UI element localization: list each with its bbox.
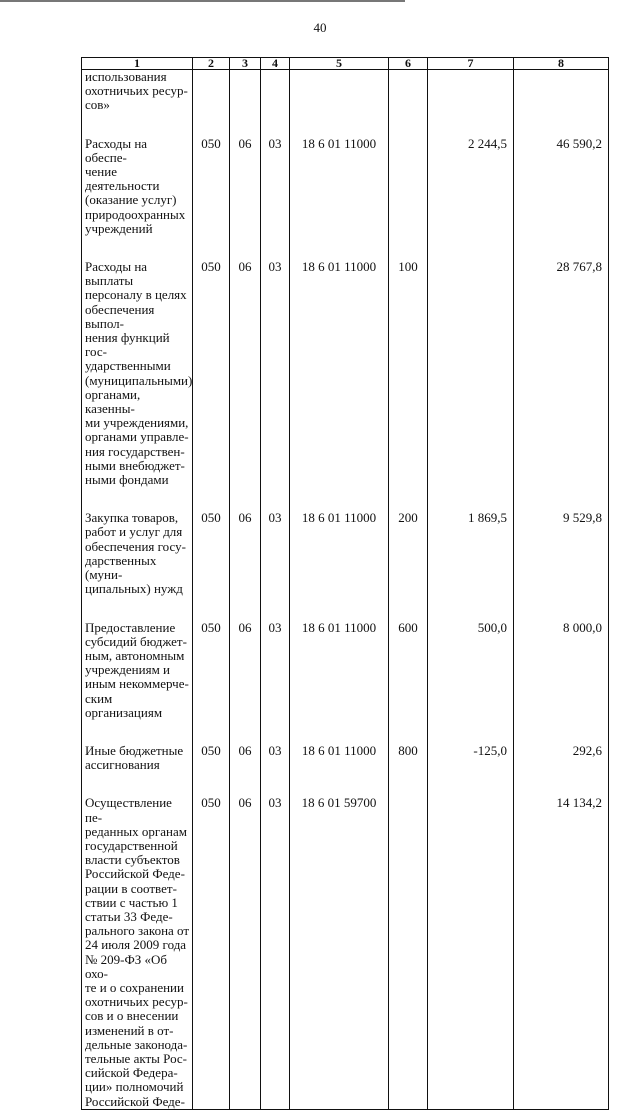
row-value-cell-3: 06 bbox=[230, 772, 261, 1109]
table-row bbox=[82, 113, 609, 236]
row-value-cell-3: 06 bbox=[230, 597, 261, 720]
row-value-cell-2: 050 bbox=[193, 487, 230, 596]
page-number: 40 bbox=[313, 20, 327, 35]
table-row bbox=[82, 70, 609, 113]
row-name-cell: Предоставление субсидий бюджет- ным, автономным учреждениям и иным некоммерче- ским организациям bbox=[82, 597, 193, 720]
row-value-cell-4 bbox=[261, 70, 290, 113]
row-value-cell-4: 03 bbox=[261, 113, 290, 236]
table-body bbox=[82, 70, 609, 1110]
row-value-cell-7: 2 244,5 bbox=[428, 113, 514, 236]
row-name-cell: использования охотничьих ресур- сов» bbox=[82, 70, 193, 113]
row-value-cell-4: 03 bbox=[261, 720, 290, 772]
row-value-cell-8: 28 767,8 bbox=[514, 236, 609, 487]
row-value-cell-3: 06 bbox=[230, 487, 261, 596]
col-header-1: 1 bbox=[82, 58, 193, 70]
row-value-cell-4: 03 bbox=[261, 236, 290, 487]
col-header-6: 6 bbox=[389, 58, 428, 70]
row-value-cell-6: 800 bbox=[389, 720, 428, 772]
row-value-cell-2: 050 bbox=[193, 597, 230, 720]
row-value-cell-5 bbox=[290, 70, 389, 113]
row-value-cell-8: 14 134,2 bbox=[514, 772, 609, 1109]
row-value-cell-6 bbox=[389, 70, 428, 113]
row-value-cell-8: 46 590,2 bbox=[514, 113, 609, 236]
table-row bbox=[82, 487, 609, 596]
row-name-cell: Иные бюджетные ассигнования bbox=[82, 720, 193, 772]
row-value-cell-8: 292,6 bbox=[514, 720, 609, 772]
row-value-cell-8 bbox=[514, 70, 609, 113]
row-value-cell-2: 050 bbox=[193, 113, 230, 236]
row-value-cell-6 bbox=[389, 113, 428, 236]
col-header-3: 3 bbox=[230, 58, 261, 70]
row-value-cell-5: 18 6 01 11000 bbox=[290, 597, 389, 720]
row-value-cell-5: 18 6 01 11000 bbox=[290, 113, 389, 236]
row-value-cell-2: 050 bbox=[193, 720, 230, 772]
budget-table bbox=[81, 57, 609, 1110]
col-header-7: 7 bbox=[428, 58, 514, 70]
row-value-cell-7 bbox=[428, 236, 514, 487]
col-header-4: 4 bbox=[261, 58, 290, 70]
row-value-cell-3: 06 bbox=[230, 236, 261, 487]
header-row bbox=[82, 58, 609, 70]
row-value-cell-8: 9 529,8 bbox=[514, 487, 609, 596]
row-value-cell-5: 18 6 01 11000 bbox=[290, 720, 389, 772]
row-value-cell-8: 8 000,0 bbox=[514, 597, 609, 720]
row-value-cell-7: 500,0 bbox=[428, 597, 514, 720]
col-header-5: 5 bbox=[290, 58, 389, 70]
row-name-cell: Закупка товаров, работ и услуг для обеспечения госу- дарственных (муни- ципальных) нужд bbox=[82, 487, 193, 596]
row-value-cell-4: 03 bbox=[261, 487, 290, 596]
top-rule bbox=[0, 0, 405, 2]
row-value-cell-2: 050 bbox=[193, 772, 230, 1109]
table-row bbox=[82, 597, 609, 720]
row-value-cell-7: -125,0 bbox=[428, 720, 514, 772]
row-value-cell-6 bbox=[389, 772, 428, 1109]
row-value-cell-2 bbox=[193, 70, 230, 113]
row-value-cell-6: 100 bbox=[389, 236, 428, 487]
col-header-2: 2 bbox=[193, 58, 230, 70]
row-value-cell-5: 18 6 01 11000 bbox=[290, 487, 389, 596]
row-value-cell-4: 03 bbox=[261, 772, 290, 1109]
col-header-8: 8 bbox=[514, 58, 609, 70]
row-value-cell-6: 200 bbox=[389, 487, 428, 596]
row-value-cell-5: 18 6 01 59700 bbox=[290, 772, 389, 1109]
row-value-cell-3: 06 bbox=[230, 720, 261, 772]
row-value-cell-4: 03 bbox=[261, 597, 290, 720]
row-value-cell-2: 050 bbox=[193, 236, 230, 487]
row-name-cell: Расходы на выплаты персоналу в целях обеспечения выпол- нения функций гос- ударственными (муниципальными) органами, казенны- ми учреждениями, органами управле- ния государствен- ными внебюджет- ными фондами bbox=[82, 236, 193, 487]
row-value-cell-7 bbox=[428, 70, 514, 113]
row-value-cell-7 bbox=[428, 772, 514, 1109]
row-value-cell-3 bbox=[230, 70, 261, 113]
row-value-cell-6: 600 bbox=[389, 597, 428, 720]
row-value-cell-3: 06 bbox=[230, 113, 261, 236]
row-name-cell: Осуществление пе- реданных органам государственной власти субъектов Российской Феде- рации в соответ- ствии с частью 1 статьи 33 Феде- рального закона от 24 июля 2009 года № 209-ФЗ «Об охо- те и о сохранении охотничьих ресур- сов и о внесении изменений в от- дельные законода- тельные акты Рос- сийской Федера- ции» полномочий Российской Феде- bbox=[82, 772, 193, 1109]
row-value-cell-7: 1 869,5 bbox=[428, 487, 514, 596]
table-row bbox=[82, 772, 609, 1109]
row-name-cell: Расходы на обеспе- чение деятельности (оказание услуг) природоохранных учреждений bbox=[82, 113, 193, 236]
table-row bbox=[82, 720, 609, 772]
row-value-cell-5: 18 6 01 11000 bbox=[290, 236, 389, 487]
table-row bbox=[82, 236, 609, 487]
